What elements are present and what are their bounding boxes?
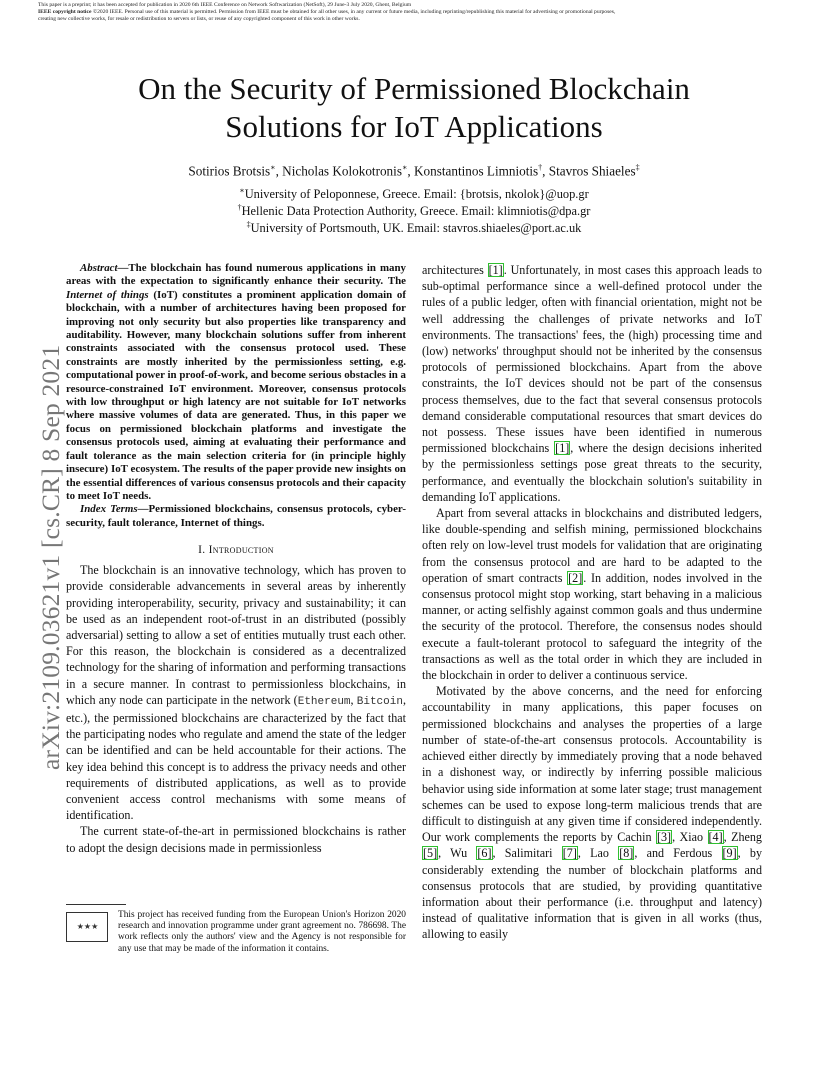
author-3-mark: † [538, 163, 543, 172]
abstract [66, 262, 406, 530]
abstract-iot-term: Internet of things [66, 288, 149, 301]
footnote-text: This project has received funding from the European Union's Horizon 2020 research and innovation programme under grant agreement no. 786698. The work reflects only the authors' view and the Agency is not responsible for any use that may be made of the information it contains. [118, 910, 406, 954]
bitcoin-code: Bitcoin [356, 695, 403, 708]
affiliation-3 [60, 220, 768, 236]
notice-line-3: creating new collective works, for resale or redistribution to servers or lists, or reuse of any copyrighted component of this work in other works. [38, 16, 360, 23]
citation-link[interactable]: [9] [722, 846, 737, 861]
author-3: , Konstantinos Limniotis [407, 163, 539, 179]
title-line-2: Solutions for IoT Applications [225, 109, 603, 144]
right-p3-text-6: , Lao [577, 846, 619, 861]
right-p3-text-8: , by considerably extending the number of blockchain platforms and consensus protocols that are studied, by providing quantitative information about their performance (i.e. throughput and latency) instead of qualitative information that is given in all works (thus, allowing to easily [422, 846, 763, 942]
abstract-text-2: (IoT) constitutes a prominent application domain of blockchain, with a number of architectures having been proposed for improving not only security but also properties like transparency and auditability. However, many blockchain solutions suffer from inherent constraints associated with the consensus protocol used. These constraints are mostly inherited by the permissionless setting, e.g. computational power in proof-of-work, and become serious obstacles in a resource-constrained IoT environment. Moreover, consensus protocols with low throughput or high latency are not suitable for IoT networks where massive volumes of data are generated. Thus, in this paper we focus on permissioned blockchain platforms and investigate the consensus protocols used, aiming at evaluating their performance and fault tolerance as the main selection criteria for (in principle highly insecure) IoT ecosystem. The results of the paper provide new insights on the essential differences of various consensus protocols and their capacity to meet IoT needs. [66, 288, 406, 502]
section-title: Introduction [208, 544, 274, 557]
right-p3-text-5: , Salimitari [492, 846, 562, 861]
right-paragraph-2 [422, 505, 762, 683]
citation-link[interactable]: [2] [568, 570, 583, 585]
footnote-rule [66, 904, 126, 905]
paper-title [60, 70, 768, 146]
affiliation-2 [60, 203, 768, 219]
intro-p1-text-2: , [350, 692, 357, 707]
citation-link[interactable]: [3] [656, 830, 672, 845]
affiliation-2-mark: † [237, 203, 242, 212]
right-p3-text-3: , Zheng [723, 830, 762, 845]
right-p3-text-4: , Wu [438, 846, 477, 861]
right-p1-text-2: . Unfortunately, in most cases this approach leads to sub-optimal performance since a well-defined protocol under the rules of a public ledger, often with financial orientation, might not be well addressing the challenges of private networks and IoT environments. The transactions' fees, the (high) processing time and (low) networks' throughput should not be inherited by the consensus protocols of permissioned blockchains. Apart from the above constraints, the IoT devices should not be part of the consensus process themselves, due to the fact that several consensus protocols demand considerable computational resources that smart devices do not possess. These issues have been identified in numerous permissioned blockchains [422, 263, 762, 456]
affiliation-1-text: University of Peloponnese, Greece. Email: {brotsis, nkolok}@uop.gr [244, 187, 589, 202]
affiliation-1-mark: ∗ [239, 186, 245, 195]
author-2: , Nicholas Kolokotronis [275, 163, 402, 179]
index-terms-label: Index Terms [80, 503, 138, 516]
intro-p1-text-1: The blockchain is an innovative technology, which has proven to provide considerable advancements in several areas by inherently providing interoperability, security, privacy and sustainability; it can be used as an independent root-of-trust in an distributed (possibly adversarial) setting to allow a set of entities mutually trust each other. For this reason, the blockchain is considered as a decentralized technology for the sharing of information and performing transactions in a secure manner. In contrast to permissionless blockchains, in which any node can participate in the network ( [66, 563, 406, 707]
section-number: I. [198, 544, 209, 557]
author-2-mark: ∗ [401, 163, 408, 172]
right-p2-text-2: . In addition, nodes involved in the consensus protocol might stop working, start behaving in a malicious manner, or acting selfishly against common goals and thus undermine the security of the protocol. Therefore, the consensus nodes should execute a fault-tolerant protocol to safeguard the integrity of the transactions as well as the total order in which they are included in the blockchain in order to deliver a continuous service. [422, 570, 762, 683]
left-column [66, 262, 406, 856]
ethereum-code: Ethereum [297, 695, 351, 708]
right-p3-text-7: , and Ferdous [634, 846, 722, 861]
right-paragraph-1 [422, 262, 762, 505]
right-p1-text-1: architectures [422, 263, 488, 277]
intro-paragraph-1 [66, 562, 406, 823]
citation-link[interactable]: [7] [562, 846, 577, 861]
title-line-1: On the Security of Permissioned Blockchain [138, 71, 690, 106]
author-4: , Stavros Shiaeles [542, 163, 636, 179]
citation-link[interactable]: [8] [619, 846, 634, 861]
affiliation-1 [60, 186, 768, 202]
abstract-paragraph [66, 262, 406, 503]
right-p1-text-3: , where the design decisions inherited by the permissionless settings pose great threats to the security, performance, and eventually the blockchain solution's suitability in demanding IoT applications. [422, 441, 762, 504]
intro-p1-text-3: , etc.), the permissioned blockchains are characterized by the fact that the participating nodes who regulate and amend the state of the ledger can be identified and can be held accountable for their actions. The key idea behind this concept is to address the privacy needs and other requirements of distributed applications, as well as to provide convenient access control mechanisms with some means of identification. [66, 692, 406, 823]
section-heading-introduction [66, 544, 406, 556]
index-terms-text: —Permissioned blockchains, consensus protocols, cyber-security, fault tolerance, Internet of things. [66, 503, 406, 529]
author-1-mark: ∗ [270, 163, 276, 172]
author-1: Sotirios Brotsis [188, 163, 271, 179]
copyright-notice [38, 2, 798, 24]
introduction-body [66, 562, 406, 856]
affiliation-2-text: Hellenic Data Protection Authority, Greece. Email: klimniotis@dpa.gr [241, 204, 591, 219]
abstract-label: Abstract [80, 262, 118, 274]
intro-paragraph-2: The current state-of-the-art in permissioned blockchains is rather to adopt the design decisions made in permissionless [66, 824, 406, 855]
right-paragraph-3 [422, 683, 762, 942]
notice-label: IEEE copyright notice [38, 9, 92, 16]
right-p3-text-2: , Xiao [672, 830, 708, 845]
citation-link[interactable]: [1] [488, 263, 503, 277]
abstract-text-1: —The blockchain has found numerous applications in many areas with the expectation to significantly enhance their security. The [66, 262, 406, 288]
citation-link[interactable]: [1] [555, 441, 570, 456]
notice-line-2-text: ©2020 IEEE. Personal use of this material is permitted. Permission from IEEE must be obtained for all other uses, in any current or future media, including reprinting/republishing this material for advertising or promotional purposes, [91, 9, 616, 16]
right-p3-text-1: Motivated by the above concerns, and the need for enforcing accountability in many applications, this paper focuses on permissioned blockchains and analyses the properties of a large number of state-of-the-art consensus protocols. Accountability is achieved either directly by immediately proving that a node behaved in a dishonest way, or indirectly by inferring possible malicious behavior using side information at some later stage; trust management schemes can be used to expose long-term malicious trends that are difficult to distinguish at any given time if considered independently. Our work complements the reports by Cachin [422, 684, 762, 845]
citation-link[interactable]: [4] [708, 830, 723, 845]
right-p2-text-1: Apart from several attacks in blockchains and distributed ledgers, like double-spending and selfish mining, permissioned blockchains often rely on low-level trust models for validation that are originating from the consensus protocol and are hard to be adapted to the operation of smart contracts [422, 506, 762, 585]
author-4-mark: ‡ [635, 163, 640, 172]
funding-footnote [66, 910, 406, 955]
citation-link[interactable]: [5] [423, 846, 438, 861]
citation-link[interactable]: [6] [477, 846, 492, 861]
right-column [422, 262, 762, 943]
eu-flag-icon: ★ ★ ★ [66, 912, 108, 942]
affiliation-3-text: University of Portsmouth, UK. Email: stavros.shiaeles@port.ac.uk [250, 221, 582, 236]
notice-line-1: This paper is a preprint; it has been accepted for publication in 2020 6th IEEE Conference on Network Softwarization (NetSoft), 29 June-3 July 2020, Ghent, Belgium [38, 2, 412, 8]
index-terms [66, 503, 406, 530]
arxiv-identifier: arXiv:2109.03621v1 [cs.CR] 8 Sep 2021 [36, 344, 65, 770]
affiliation-3-mark: ‡ [246, 220, 251, 229]
author-list [60, 163, 768, 179]
